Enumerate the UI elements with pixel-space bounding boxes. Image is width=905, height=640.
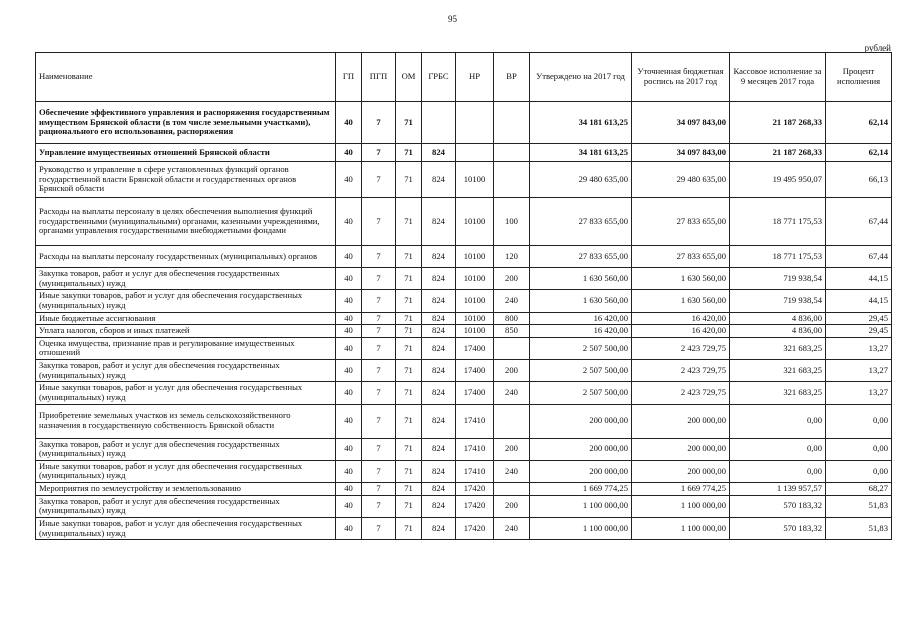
cell-gp: 40: [336, 162, 362, 198]
cell-name: Приобретение земельных участков из земель сельскохозяйственного назначения в государственную собственность Брянской области: [36, 404, 336, 438]
cell-gp: 40: [336, 360, 362, 382]
cell-refined: 16 420,00: [632, 325, 730, 338]
table-row: [36, 268, 892, 290]
header-cash: Кассовое исполнение за 9 месяцев 2017 года: [730, 53, 826, 102]
cell-approved: 2 507 500,00: [530, 337, 632, 359]
table-body: [36, 102, 892, 540]
cell-name: Управление имущественных отношений Брянской области: [36, 144, 336, 162]
table-row: [36, 360, 892, 382]
cell-np: 10100: [456, 162, 494, 198]
cell-grbs: 824: [422, 268, 456, 290]
header-vr: ВР: [494, 53, 530, 102]
table-row: [36, 337, 892, 359]
cell-refined: 2 423 729,75: [632, 337, 730, 359]
cell-pgp: 7: [362, 162, 396, 198]
cell-gp: 40: [336, 246, 362, 268]
cell-grbs: 824: [422, 246, 456, 268]
cell-om: 71: [396, 102, 422, 144]
cell-vr: 240: [494, 382, 530, 404]
cell-pgp: 7: [362, 337, 396, 359]
header-percent: Процент исполнения: [826, 53, 892, 102]
cell-cash: 570 183,32: [730, 517, 826, 539]
header-gp: ГП: [336, 53, 362, 102]
cell-np: 17410: [456, 460, 494, 482]
cell-grbs: 824: [422, 483, 456, 496]
cell-cash: 4 836,00: [730, 312, 826, 325]
cell-cash: 18 771 175,53: [730, 198, 826, 246]
table-row: [36, 325, 892, 338]
cell-om: 71: [396, 360, 422, 382]
cell-approved: 34 181 613,25: [530, 144, 632, 162]
header-grbs: ГРБС: [422, 53, 456, 102]
cell-approved: 1 669 774,25: [530, 483, 632, 496]
cell-name: Иные бюджетные ассигнования: [36, 312, 336, 325]
cell-np: 10100: [456, 198, 494, 246]
cell-om: 71: [396, 517, 422, 539]
cell-gp: 40: [336, 144, 362, 162]
cell-gp: 40: [336, 325, 362, 338]
table-row: [36, 438, 892, 460]
cell-np: 17400: [456, 360, 494, 382]
cell-approved: 27 833 655,00: [530, 198, 632, 246]
cell-approved: 200 000,00: [530, 438, 632, 460]
cell-percent: 51,83: [826, 517, 892, 539]
cell-name: Закупка товаров, работ и услуг для обеспечения государственных (муниципальных) нужд: [36, 268, 336, 290]
cell-np: 17420: [456, 495, 494, 517]
cell-name: Закупка товаров, работ и услуг для обеспечения государственных (муниципальных) нужд: [36, 438, 336, 460]
cell-cash: 321 683,25: [730, 360, 826, 382]
cell-percent: 29,45: [826, 312, 892, 325]
cell-grbs: 824: [422, 517, 456, 539]
table-row: [36, 290, 892, 312]
cell-vr: [494, 144, 530, 162]
table-row: [36, 312, 892, 325]
cell-grbs: 824: [422, 198, 456, 246]
page-number: 95: [448, 14, 457, 24]
cell-name: Иные закупки товаров, работ и услуг для обеспечения государственных (муниципальных) нужд: [36, 290, 336, 312]
cell-percent: 44,15: [826, 268, 892, 290]
cell-pgp: 7: [362, 382, 396, 404]
cell-gp: 40: [336, 460, 362, 482]
cell-approved: 16 420,00: [530, 312, 632, 325]
cell-refined: 27 833 655,00: [632, 246, 730, 268]
cell-percent: 51,83: [826, 495, 892, 517]
cell-np: 10100: [456, 325, 494, 338]
cell-om: 71: [396, 325, 422, 338]
cell-np: 10100: [456, 268, 494, 290]
cell-cash: 21 187 268,33: [730, 144, 826, 162]
cell-refined: 200 000,00: [632, 460, 730, 482]
cell-name: Иные закупки товаров, работ и услуг для обеспечения государственных (муниципальных) нужд: [36, 382, 336, 404]
cell-gp: 40: [336, 404, 362, 438]
cell-name: Иные закупки товаров, работ и услуг для обеспечения государственных (муниципальных) нужд: [36, 460, 336, 482]
cell-vr: 200: [494, 268, 530, 290]
cell-name: Оценка имущества, признание прав и регулирование имущественных отношений: [36, 337, 336, 359]
cell-pgp: 7: [362, 325, 396, 338]
cell-vr: 200: [494, 495, 530, 517]
cell-pgp: 7: [362, 483, 396, 496]
cell-np: 10100: [456, 312, 494, 325]
cell-gp: 40: [336, 438, 362, 460]
cell-percent: 68,27: [826, 483, 892, 496]
cell-gp: 40: [336, 268, 362, 290]
cell-name: Закупка товаров, работ и услуг для обеспечения государственных (муниципальных) нужд: [36, 360, 336, 382]
header-np: НР: [456, 53, 494, 102]
cell-refined: 200 000,00: [632, 404, 730, 438]
cell-om: 71: [396, 438, 422, 460]
cell-approved: 1 630 560,00: [530, 290, 632, 312]
cell-approved: 29 480 635,00: [530, 162, 632, 198]
cell-percent: 13,27: [826, 360, 892, 382]
cell-pgp: 7: [362, 517, 396, 539]
cell-om: 71: [396, 144, 422, 162]
header-pgp: ПГП: [362, 53, 396, 102]
cell-percent: 0,00: [826, 404, 892, 438]
cell-grbs: 824: [422, 325, 456, 338]
cell-np: 17400: [456, 337, 494, 359]
cell-cash: 0,00: [730, 460, 826, 482]
budget-table: [35, 52, 892, 540]
cell-pgp: 7: [362, 360, 396, 382]
cell-grbs: 824: [422, 162, 456, 198]
cell-om: 71: [396, 162, 422, 198]
cell-refined: 2 423 729,75: [632, 382, 730, 404]
cell-vr: [494, 337, 530, 359]
header-om: ОМ: [396, 53, 422, 102]
cell-gp: 40: [336, 337, 362, 359]
cell-cash: 0,00: [730, 404, 826, 438]
cell-np: [456, 102, 494, 144]
table-row: [36, 495, 892, 517]
cell-np: 10100: [456, 290, 494, 312]
cell-refined: 1 100 000,00: [632, 517, 730, 539]
table-row: [36, 382, 892, 404]
cell-approved: 1 100 000,00: [530, 495, 632, 517]
cell-name: Уплата налогов, сборов и иных платежей: [36, 325, 336, 338]
table-row: [36, 162, 892, 198]
cell-pgp: 7: [362, 246, 396, 268]
cell-name: Расходы на выплаты персоналу государственных (муниципальных) органов: [36, 246, 336, 268]
cell-percent: 13,27: [826, 382, 892, 404]
cell-cash: 719 938,54: [730, 268, 826, 290]
cell-pgp: 7: [362, 102, 396, 144]
cell-cash: 321 683,25: [730, 337, 826, 359]
cell-name: Руководство и управление в сфере установленных функций органов государственной власти Брянской области и государственных органов Брянской области: [36, 162, 336, 198]
cell-approved: 200 000,00: [530, 460, 632, 482]
cell-vr: 120: [494, 246, 530, 268]
cell-refined: 1 630 560,00: [632, 290, 730, 312]
table-row: [36, 404, 892, 438]
cell-cash: 4 836,00: [730, 325, 826, 338]
cell-name: Расходы на выплаты персоналу в целях обеспечения выполнения функций государственными (муниципальными) органами, казенными учреждениями, органами управления государственными внебюджетными фондами: [36, 198, 336, 246]
cell-refined: 29 480 635,00: [632, 162, 730, 198]
cell-refined: 34 097 843,00: [632, 102, 730, 144]
cell-np: [456, 144, 494, 162]
cell-refined: 1 669 774,25: [632, 483, 730, 496]
cell-grbs: 824: [422, 404, 456, 438]
cell-pgp: 7: [362, 460, 396, 482]
cell-np: 10100: [456, 246, 494, 268]
cell-grbs: 824: [422, 312, 456, 325]
cell-name: Закупка товаров, работ и услуг для обеспечения государственных (муниципальных) нужд: [36, 495, 336, 517]
cell-vr: 240: [494, 517, 530, 539]
table-row: [36, 483, 892, 496]
cell-gp: 40: [336, 198, 362, 246]
cell-grbs: 824: [422, 360, 456, 382]
cell-vr: [494, 404, 530, 438]
cell-vr: 240: [494, 460, 530, 482]
cell-om: 71: [396, 483, 422, 496]
cell-cash: 21 187 268,33: [730, 102, 826, 144]
cell-om: 71: [396, 382, 422, 404]
cell-cash: 321 683,25: [730, 382, 826, 404]
cell-approved: 2 507 500,00: [530, 382, 632, 404]
cell-cash: 1 139 957,57: [730, 483, 826, 496]
cell-om: 71: [396, 495, 422, 517]
cell-np: 17420: [456, 483, 494, 496]
cell-percent: 66,13: [826, 162, 892, 198]
cell-vr: [494, 483, 530, 496]
cell-vr: 240: [494, 290, 530, 312]
table-row: [36, 144, 892, 162]
cell-pgp: 7: [362, 404, 396, 438]
cell-om: 71: [396, 290, 422, 312]
cell-gp: 40: [336, 382, 362, 404]
cell-grbs: 824: [422, 438, 456, 460]
cell-approved: 2 507 500,00: [530, 360, 632, 382]
cell-percent: 62,14: [826, 144, 892, 162]
cell-grbs: 824: [422, 382, 456, 404]
cell-cash: 570 183,32: [730, 495, 826, 517]
cell-percent: 44,15: [826, 290, 892, 312]
cell-grbs: [422, 102, 456, 144]
cell-vr: 800: [494, 312, 530, 325]
cell-pgp: 7: [362, 268, 396, 290]
cell-pgp: 7: [362, 198, 396, 246]
cell-refined: 34 097 843,00: [632, 144, 730, 162]
cell-grbs: 824: [422, 495, 456, 517]
cell-vr: [494, 162, 530, 198]
cell-vr: 200: [494, 438, 530, 460]
cell-percent: 67,44: [826, 198, 892, 246]
cell-refined: 200 000,00: [632, 438, 730, 460]
cell-vr: 100: [494, 198, 530, 246]
cell-vr: 850: [494, 325, 530, 338]
cell-pgp: 7: [362, 495, 396, 517]
cell-vr: [494, 102, 530, 144]
cell-np: 17410: [456, 404, 494, 438]
cell-refined: 1 100 000,00: [632, 495, 730, 517]
cell-np: 17420: [456, 517, 494, 539]
cell-cash: 0,00: [730, 438, 826, 460]
cell-refined: 27 833 655,00: [632, 198, 730, 246]
cell-grbs: 824: [422, 290, 456, 312]
cell-percent: 13,27: [826, 337, 892, 359]
cell-approved: 200 000,00: [530, 404, 632, 438]
cell-gp: 40: [336, 290, 362, 312]
header-approved: Утверждено на 2017 год: [530, 53, 632, 102]
table-row: [36, 102, 892, 144]
cell-om: 71: [396, 198, 422, 246]
table-row: [36, 460, 892, 482]
cell-refined: 16 420,00: [632, 312, 730, 325]
cell-name: Обеспечение эффективного управления и распоряжения государственным имуществом Брянской области (в том числе земельными участками), рациональногo его использования, распоряжения: [36, 102, 336, 144]
cell-gp: 40: [336, 483, 362, 496]
cell-om: 71: [396, 337, 422, 359]
cell-gp: 40: [336, 517, 362, 539]
cell-om: 71: [396, 246, 422, 268]
units-label: рублей: [864, 43, 891, 53]
cell-np: 17400: [456, 382, 494, 404]
cell-percent: 62,14: [826, 102, 892, 144]
cell-om: 71: [396, 268, 422, 290]
table-header-row: [36, 53, 892, 102]
cell-refined: 1 630 560,00: [632, 268, 730, 290]
cell-name: Мероприятия по землеустройству и землепользованию: [36, 483, 336, 496]
cell-gp: 40: [336, 312, 362, 325]
cell-grbs: 824: [422, 144, 456, 162]
cell-om: 71: [396, 312, 422, 325]
table-row: [36, 517, 892, 539]
cell-approved: 1 630 560,00: [530, 268, 632, 290]
cell-approved: 34 181 613,25: [530, 102, 632, 144]
cell-gp: 40: [336, 102, 362, 144]
cell-approved: 27 833 655,00: [530, 246, 632, 268]
cell-cash: 18 771 175,53: [730, 246, 826, 268]
cell-grbs: 824: [422, 337, 456, 359]
cell-pgp: 7: [362, 144, 396, 162]
cell-refined: 2 423 729,75: [632, 360, 730, 382]
cell-percent: 0,00: [826, 438, 892, 460]
table-row: [36, 246, 892, 268]
cell-grbs: 824: [422, 460, 456, 482]
header-refined: Уточненная бюджетная роспись на 2017 год: [632, 53, 730, 102]
cell-om: 71: [396, 460, 422, 482]
cell-percent: 29,45: [826, 325, 892, 338]
cell-pgp: 7: [362, 312, 396, 325]
cell-name: Иные закупки товаров, работ и услуг для обеспечения государственных (муниципальных) нужд: [36, 517, 336, 539]
header-name: Наименование: [36, 53, 336, 102]
cell-cash: 19 495 950,07: [730, 162, 826, 198]
cell-approved: 16 420,00: [530, 325, 632, 338]
table-row: [36, 198, 892, 246]
cell-gp: 40: [336, 495, 362, 517]
cell-vr: 200: [494, 360, 530, 382]
cell-np: 17410: [456, 438, 494, 460]
cell-cash: 719 938,54: [730, 290, 826, 312]
cell-percent: 67,44: [826, 246, 892, 268]
cell-om: 71: [396, 404, 422, 438]
cell-pgp: 7: [362, 438, 396, 460]
cell-approved: 1 100 000,00: [530, 517, 632, 539]
cell-percent: 0,00: [826, 460, 892, 482]
cell-pgp: 7: [362, 290, 396, 312]
